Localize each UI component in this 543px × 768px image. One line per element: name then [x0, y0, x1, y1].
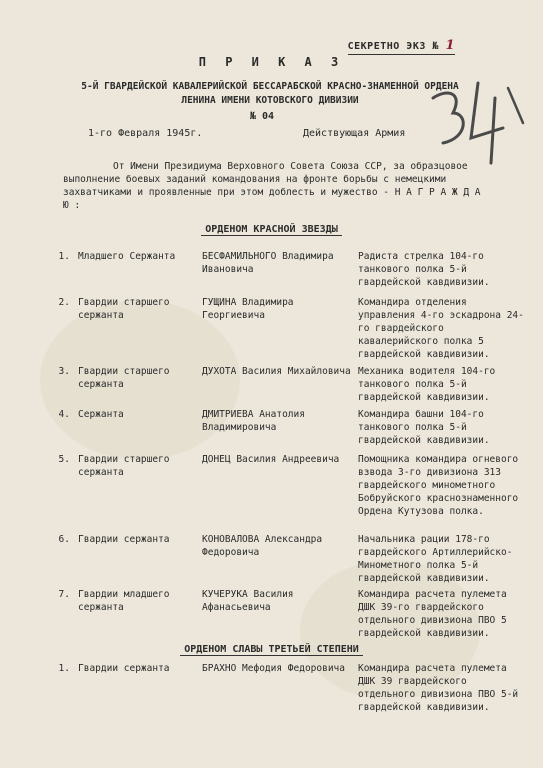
- entry-name: БЕСФАМИЛЬНОГО Владимира Ивановича: [202, 251, 334, 275]
- entry-name: ГУЩИНА Владимира Георгиевича: [202, 297, 294, 321]
- entry-rank: Гвардии сержанта: [78, 663, 170, 674]
- order-location: Действующая Армия: [303, 128, 406, 139]
- order-number: № 04: [250, 111, 275, 122]
- entry-name: ДОНЕЦ Василия Андреевича: [202, 454, 340, 465]
- section-title-glory-third: ОРДЕНОМ СЛАВЫ ТРЕТЬЕЙ СТЕПЕНИ: [0, 644, 543, 655]
- entry-unit: Начальника рации 178-го гвардейского Артиллерийско-Минометного полка 5-й гвардейской кавдивизии.: [358, 534, 513, 584]
- section-title-red-star: ОРДЕНОМ КРАСНОЙ ЗВЕЗДЫ: [0, 224, 543, 235]
- entry-rank: Гвардии старшего сержанта: [78, 366, 170, 390]
- entry-rank: Сержанта: [78, 409, 124, 420]
- entry-unit: Командира расчета пулемета ДШК 39 гвардейского отдельного дивизиона ПВО 5-й гвардейской кавдивизии.: [358, 663, 519, 713]
- entry-unit: Командира расчета пулемета ДШК 39-го гвардейского отдельного дивизиона ПВО 5 гвардейской кавдивизии.: [358, 589, 507, 639]
- secret-copy-number: 1: [445, 38, 455, 53]
- entry-name: БРАХНО Мефодия Федоровича: [202, 663, 345, 674]
- entry-unit: Помощника командира огневого взвода 3-го дивизиона 313 гвардейского минометного Бобруйского краснознаменного Ордена Кутузова полка.: [358, 454, 519, 517]
- entry-unit: Командира башни 104-го танкового полка 5-й гвардейской кавдивизии.: [358, 409, 490, 446]
- entry-number: 5.: [58, 454, 70, 465]
- entry-rank: Гвардии старшего сержанта: [78, 454, 170, 478]
- entry-number: 4.: [58, 409, 70, 420]
- entry-rank: Младшего Сержанта: [78, 251, 176, 262]
- entry-unit: Радиста стрелка 104-го танкового полка 5-й гвардейской кавдивизии.: [358, 251, 490, 288]
- entry-number: 3.: [58, 366, 70, 377]
- entry-number: 2.: [58, 297, 70, 308]
- entry-number: 1.: [58, 251, 70, 262]
- entry-unit: Механика водителя 104-го танкового полка 5-й гвардейской кавдивизии.: [358, 366, 496, 403]
- entry-rank: Гвардии старшего сержанта: [78, 297, 170, 321]
- entry-number: 6.: [58, 534, 70, 545]
- entry-name: ДМИТРИЕВА Анатолия Владимировича: [202, 409, 305, 433]
- secret-label: СЕКРЕТНО ЭКЗ №: [347, 41, 439, 52]
- entry-name: КУЧЕРУКА Василия Афанасьевича: [202, 589, 294, 613]
- entry-name: ДУХОТА Василия Михайловича: [202, 366, 351, 377]
- secret-stamp: [348, 38, 455, 55]
- entry-unit: Командира отделения управления 4-го эскадрона 24-го гвардейского кавалерийского полка 5 гвардейской кавдивизии.: [358, 297, 524, 360]
- document-subtitle: 5-Й ГВАРДЕЙСКОЙ КАВАЛЕРИЙСКОЙ БЕССАРАБСКОЙ КРАСНО-ЗНАМЕННОЙ ОРДЕНА ЛЕНИНА ИМЕНИ КОТОВСКОГО ДИВИЗИИ: [81, 81, 459, 106]
- order-date: 1-го Февраля 1945г.: [88, 128, 203, 139]
- entry-rank: Гвардии сержанта: [78, 534, 170, 545]
- entry-rank: Гвардии младшего сержанта: [78, 589, 170, 613]
- document-title: П Р И К А З: [198, 55, 345, 69]
- entry-number: 1.: [58, 663, 70, 674]
- entry-number: 7.: [58, 589, 70, 600]
- entry-name: КОНОВАЛОВА Александра Федоровича: [202, 534, 323, 558]
- preamble-text: От Имени Президиума Верховного Совета Союза ССР, за образцовое выполнение боевых заданий командования на фронте борьбы с немецкими захватчиками и проявленные при этом доблесть и мужество - Н А Г Р А Ж Д А Ю :: [63, 161, 481, 211]
